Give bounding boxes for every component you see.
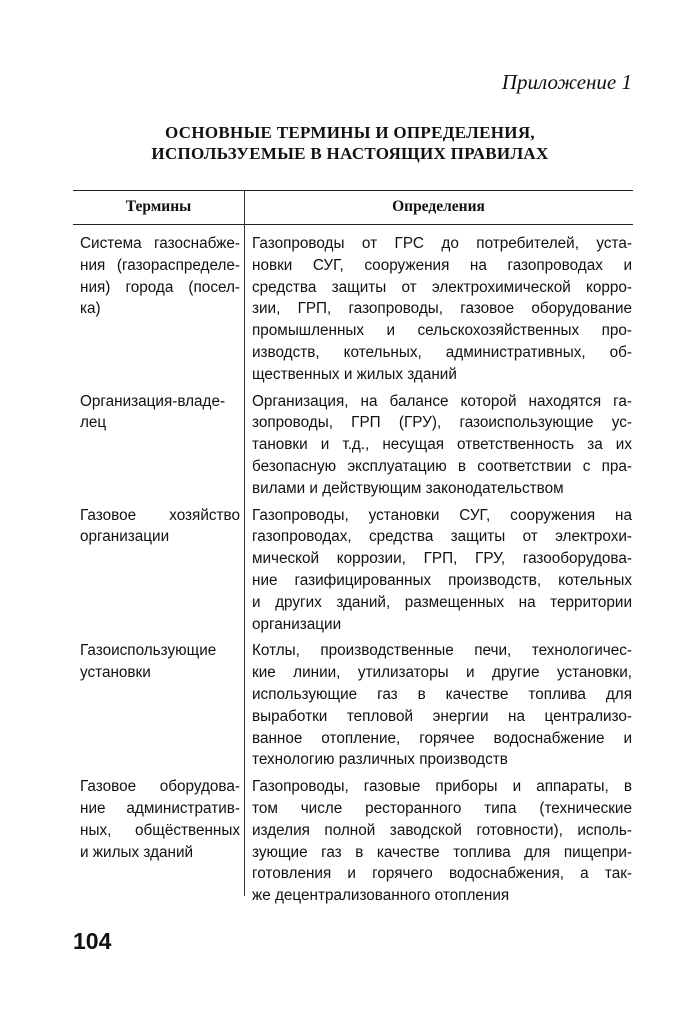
term-cell	[80, 391, 240, 500]
term-cell-line: ние административ-	[80, 799, 240, 817]
definition-cell-line: Газопроводы, газовые приборы и аппараты, в	[252, 778, 632, 796]
table-header-rule	[73, 224, 633, 225]
terms-table-body	[80, 233, 632, 912]
definition-cell	[252, 391, 632, 500]
definition-cell-line: Газопроводы от ГРС до потребителей, уста-	[252, 235, 632, 252]
term-cell-line: Газовое оборудова-	[80, 778, 240, 796]
term-cell	[80, 640, 240, 771]
definition-cell-line: использующие газ в качестве топлива для	[252, 685, 632, 703]
definition-cell-line: зующие газ в качестве топлива для пищепри-	[252, 843, 632, 861]
definition-cell-line: Газопроводы, установки СУГ, сооружения на	[252, 506, 632, 524]
table-row	[80, 233, 632, 386]
column-header-terms: Термины	[125, 198, 192, 215]
definition-cell-line: вилами и действующим законодательством	[252, 479, 564, 497]
term-cell-line: ния (газораспределе-	[80, 256, 240, 274]
column-header-definitions: Определения	[392, 198, 485, 215]
term-cell-line: ния) города (посел-	[80, 278, 240, 296]
definition-cell-line: же децентрализованного отопления	[252, 887, 510, 905]
definition-cell-line: ние газифицированных производств, котельных	[252, 571, 632, 589]
definition-cell-line: Организация, на балансе которой находятся га-	[252, 392, 632, 410]
definition-cell-line: тановки и т.д., несущая ответственность за их	[252, 436, 632, 454]
table-row	[80, 776, 632, 907]
definition-cell	[252, 640, 632, 771]
term-cell	[80, 776, 240, 907]
page-title	[0, 122, 700, 164]
term-cell-line: Газоиспользующие	[80, 642, 217, 660]
definition-cell-line: безопасную эксплуатацию в соответствии с пра-	[252, 457, 632, 475]
term-cell-line: ных, общёственных	[80, 821, 240, 839]
term-cell	[80, 233, 240, 386]
definition-cell-line: и других зданий, размещенных на территории	[252, 593, 632, 611]
definition-cell-line: газопроводах, средства защиты от электрохи-	[252, 528, 632, 546]
term-cell-line: Организация-владе-	[80, 392, 226, 410]
definition-cell-line: ванное отопление, горячее водоснабжение и	[252, 729, 632, 747]
table-row	[80, 640, 632, 771]
title-line: ИСПОЛЬЗУЕМЫЕ В НАСТОЯЩИХ ПРАВИЛАХ	[151, 144, 549, 163]
definition-cell-line: мической коррозии, ГРП, ГРУ, газооборудова-	[252, 550, 632, 568]
title-line: ОСНОВНЫЕ ТЕРМИНЫ И ОПРЕДЕЛЕНИЯ,	[165, 123, 535, 142]
definition-cell-line: промышленных и сельскохозяйственных про-	[252, 322, 632, 340]
term-cell-line: установки	[80, 664, 151, 682]
definition-cell-line: новки СУГ, сооружения на газопроводах и	[252, 256, 632, 274]
definition-cell-line: организации	[252, 615, 342, 633]
definition-cell-line: технологию различных производств	[252, 751, 508, 769]
definition-cell-line: зопроводы, ГРП (ГРУ), газоиспользующие ус-	[252, 414, 632, 432]
appendix-label: Приложение 1	[501, 70, 632, 94]
definition-cell-line: готовления и горячего водоснабжения, а так-	[252, 865, 632, 883]
term-cell	[80, 505, 240, 636]
term-cell-line: ка)	[80, 300, 101, 318]
definition-cell	[252, 776, 632, 907]
table-row	[80, 391, 632, 500]
definition-cell-line: щественных и жилых зданий	[252, 365, 457, 383]
definition-cell	[252, 505, 632, 636]
term-cell-line: и жилых зданий	[80, 843, 194, 861]
table-top-rule	[73, 190, 633, 191]
definition-cell-line: изделия полной заводской готовности), исполь-	[252, 821, 632, 839]
definition-cell-line: кие линии, утилизаторы и другие установки,	[252, 664, 632, 682]
page-number: 104	[73, 928, 112, 954]
definition-cell-line: зии, ГРП, газопроводы, газовое оборудование	[252, 300, 632, 318]
term-cell-line: Газовое хозяйство	[80, 506, 240, 524]
term-cell-line: лец	[80, 414, 107, 432]
definition-cell-line: выработки тепловой энергии на централизо-	[252, 707, 632, 725]
definition-cell-line: средства защиты от электрохимической корро-	[252, 278, 632, 296]
definition-cell-line: изводств, котельных, административных, об-	[252, 343, 632, 361]
definition-cell	[252, 233, 632, 386]
table-row	[80, 505, 632, 636]
definition-cell-line: Котлы, производственные печи, технологичес-	[252, 642, 632, 660]
term-cell-line: Система газоснабже-	[80, 235, 240, 252]
term-cell-line: организации	[80, 528, 170, 546]
definition-cell-line: том числе ресторанного типа (технические	[252, 799, 632, 817]
